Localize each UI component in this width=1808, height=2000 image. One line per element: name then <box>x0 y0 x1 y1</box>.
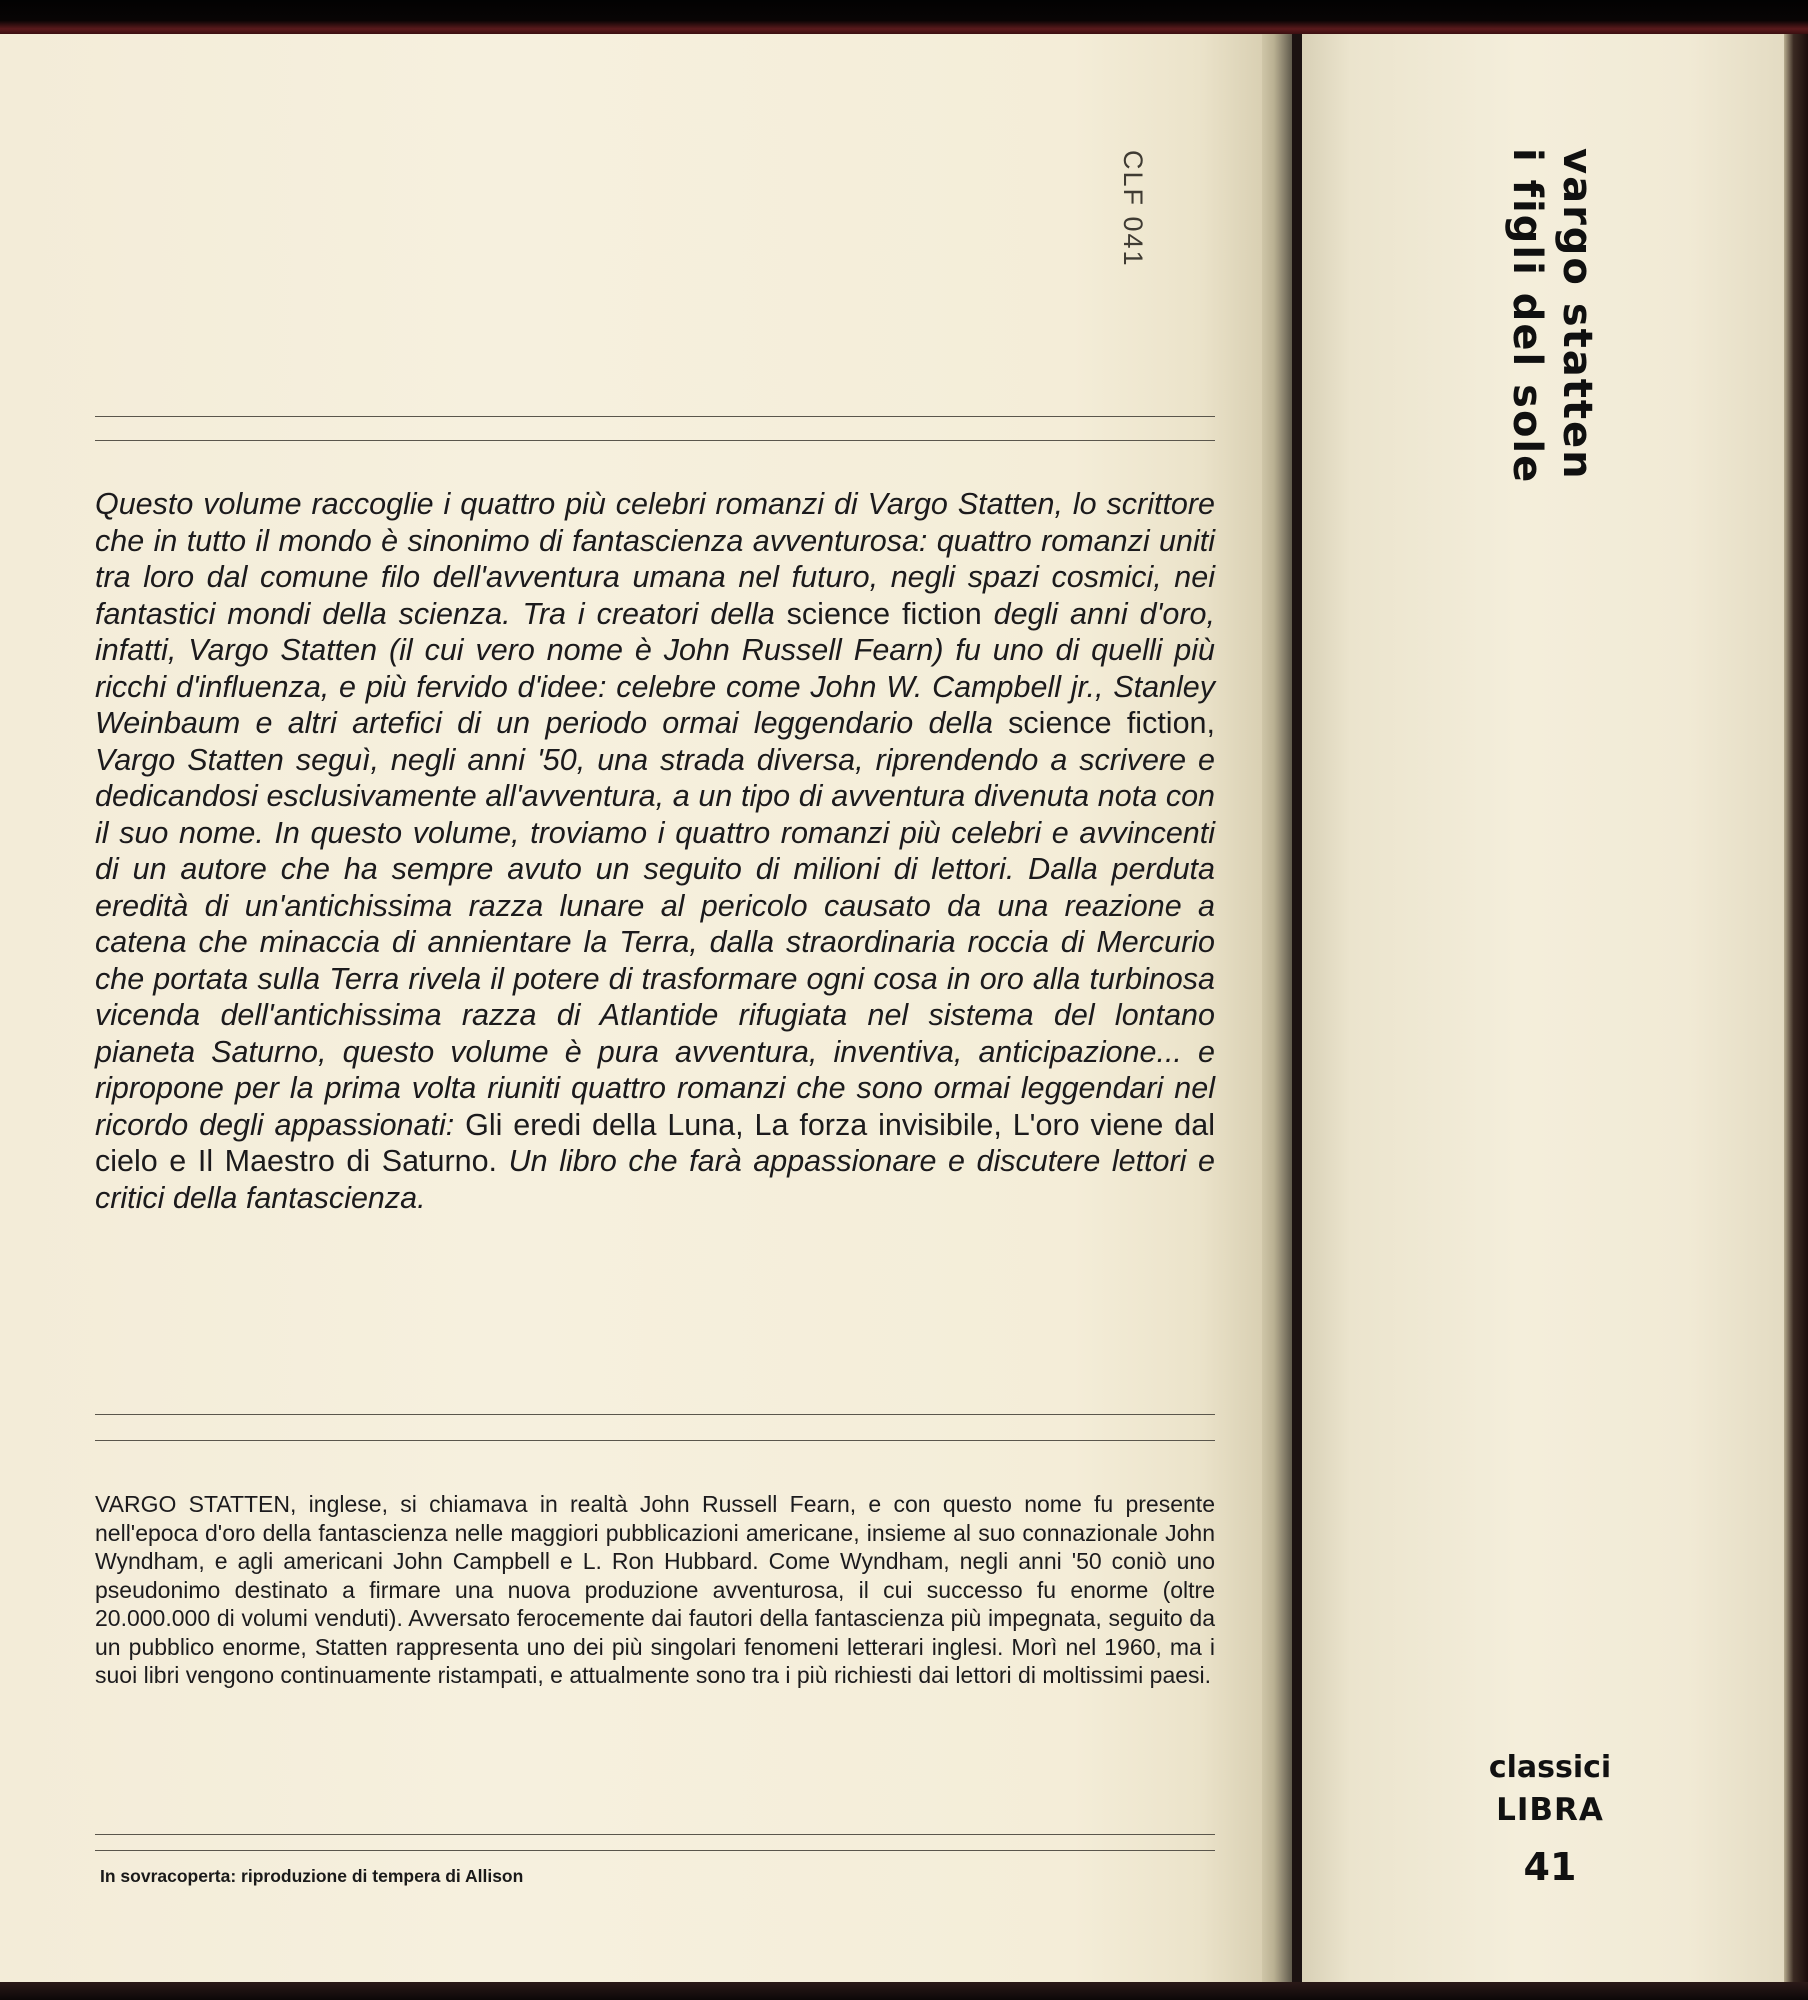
blurb-text <box>95 486 1215 1216</box>
cover-credit: In sovracoperta: riproduzione di tempera di Allison <box>100 1866 524 1886</box>
spine-author: vargo statten <box>1554 148 1600 481</box>
blurb-part: degli anni d'oro, infatti, Vargo Statten (il cui vero nome è John Russell Fearn) fu uno di quelli più ricchi d'influenza, e più fervido d'idee: celebre come John W. Campbell jr., Stanley Weinbaum e altri artefici di un periodo ormai leggendario della <box>95 596 1215 740</box>
bottom-edge <box>0 1982 1808 2000</box>
spine-title: i figli del sole <box>1504 148 1550 485</box>
divider-rule <box>95 1440 1215 1441</box>
spine-title-block <box>1502 148 1602 484</box>
blurb-part: Un libro che farà appassionare e discutere lettori e critici della fantascienza. <box>95 1144 1215 1215</box>
volume-number: 41 <box>1523 1845 1577 1889</box>
divider-rule <box>95 1414 1215 1415</box>
blurb-upright: science fiction, <box>1008 706 1215 740</box>
author-bio: VARGO STATTEN, inglese, si chiamava in realtà John Russell Fearn, e con questo nome fu presente nell'epoca d'oro della fantascienza nelle maggiori pubblicazioni americane, insieme al suo connazionale John Wyndham, e agli americani John Campbell e L. Ron Hubbard. Come Wyndham, negli anni '50 coniò uno pseudonimo destinato a firmare una nuova produzione avventurosa, il cui successo fu enorme (oltre 20.000.000 di volumi venduti). Avversato ferocemente dai fautori della fantascienza più impegnata, seguito da un pubblico enorme, Statten rappresenta uno dei più singolari fenomeni letterari inglesi. Morì nel 1960, ma i suoi libri vengono continuamente ristampati, e attualmente sono tra i più richiesti dai lettori di moltissimi paesi. <box>95 1491 1215 1688</box>
blurb-upright: science fiction <box>786 596 982 631</box>
blurb-part: Questo volume raccoglie i quattro più celebri romanzi di Vargo Statten, lo scrittore che in tutto il mondo è sinonimo di fantascienza avventurosa: quattro romanzi uniti tra loro dal comune filo dell'avventura umana nel futuro, negli spazi cosmici, nei fantastici mondi della scienza. Tra i creatori della <box>95 487 1215 631</box>
right-edge <box>1784 34 1808 1982</box>
flap-gap <box>1292 34 1302 1982</box>
blurb-book-titles: Gli eredi della Luna, La forza invisibile, L'oro viene dal cielo e Il Maestro di Saturno. <box>95 1107 1215 1178</box>
top-edge <box>0 0 1808 34</box>
flap-fold <box>1262 34 1292 1982</box>
divider-rule <box>95 1834 1215 1835</box>
divider-rule <box>95 416 1215 417</box>
divider-rule <box>95 440 1215 441</box>
series-label <box>1440 1748 1660 1902</box>
catalog-code: CLF 041 <box>1118 150 1148 268</box>
publisher-name: LIBRA <box>1496 1792 1604 1828</box>
series-name: classici <box>1488 1750 1612 1785</box>
blurb-part: Vargo Statten seguì, negli anni '50, una strada diversa, riprendendo a scrivere e dedicandosi esclusivamente all'avventura, a un tipo di avventura divenuta nota con il suo nome. In questo volume, troviamo i quattro romanzi più celebri e avvincenti di un autore che ha sempre avuto un seguito di milioni di lettori. Dalla perduta eredità di un'antichissima razza lunare al pericolo causato da una reazione a catena che minaccia di annientare la Terra, dalla straordinaria roccia di Mercurio che portata sulla Terra rivela il potere di trasformare ogni cosa in oro alla turbinosa vicenda dell'antichissima razza di Atlantide rifugiata nel sistema del lontano pianeta Saturno, questo volume è pura avventura, inventiva, anticipazione... e ripropone per la prima volta riuniti quattro romanzi che sono ormai leggendari nel ricordo degli appassionati: <box>95 742 1215 1142</box>
divider-rule <box>95 1850 1215 1851</box>
